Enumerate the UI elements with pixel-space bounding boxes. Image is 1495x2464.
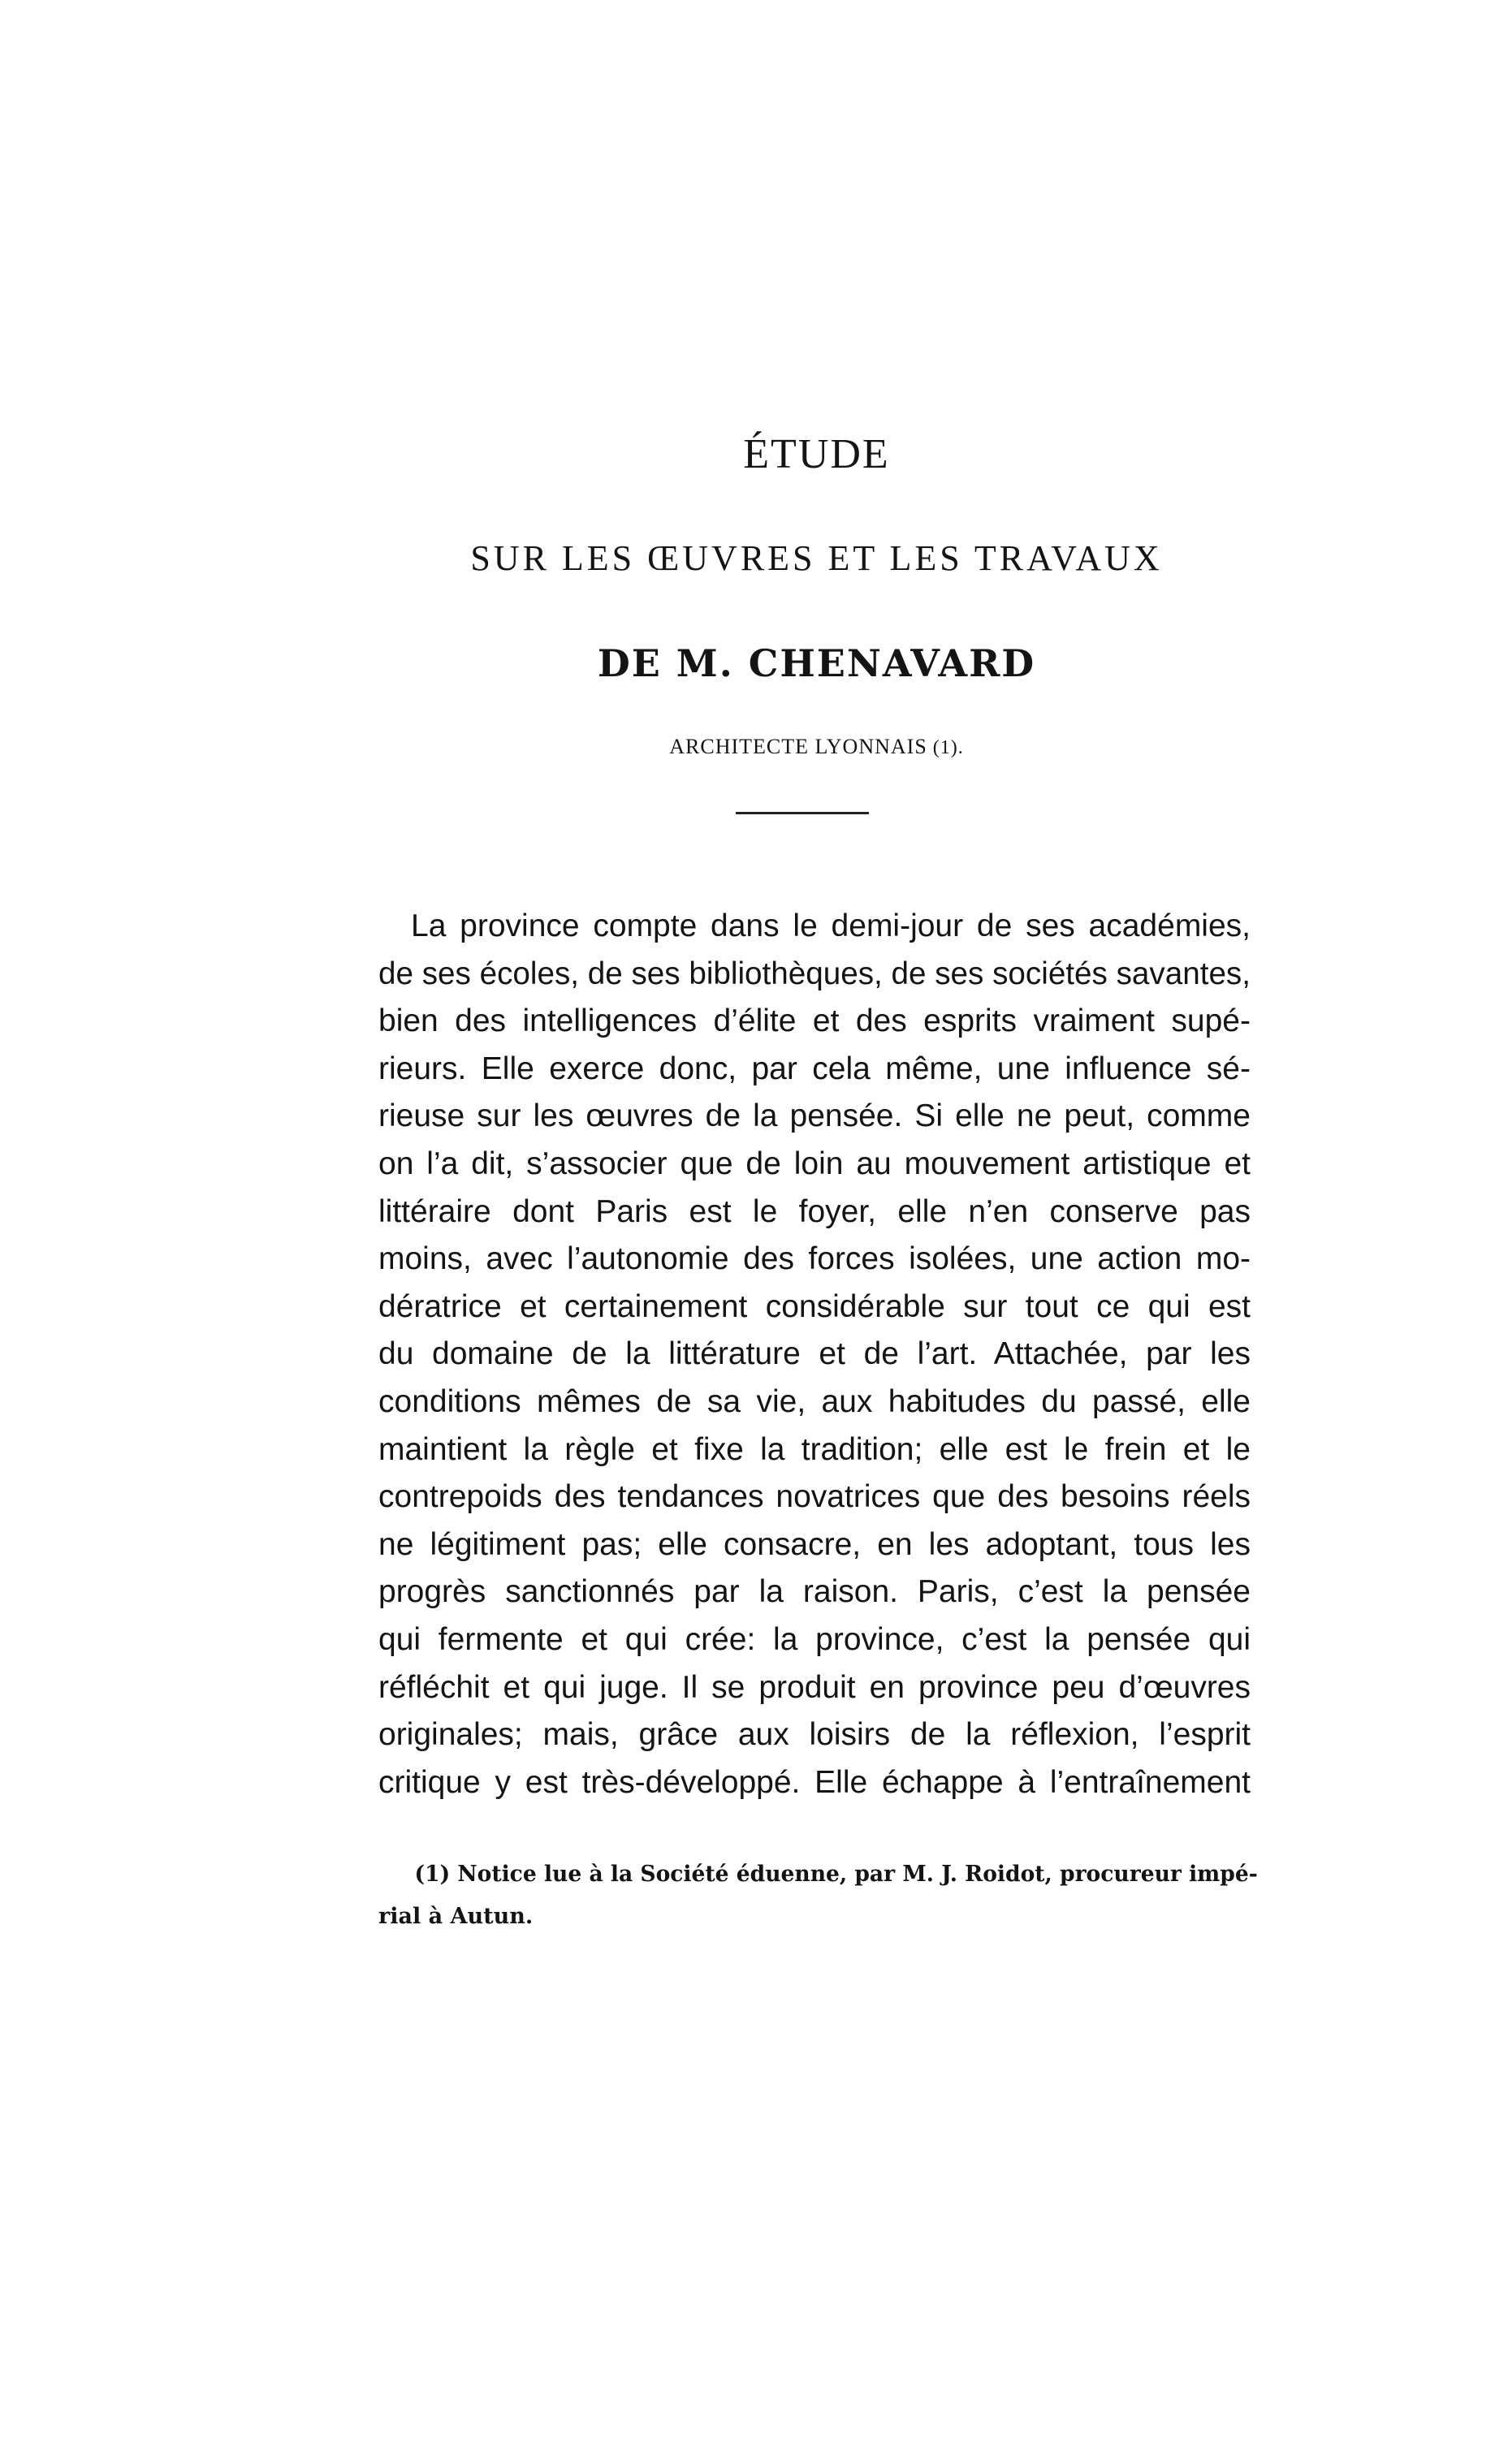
body-line: on l’a dit, s’associer que de loin au mouvement artistique et xyxy=(378,1146,1251,1181)
profession-label: ARCHITECTE LYONNAIS xyxy=(669,735,927,758)
body-line: contrepoids des tendances novatrices que des besoins réels xyxy=(378,1479,1251,1515)
body-line: du domaine de la littérature et de l’art. Attachée, par les xyxy=(378,1336,1251,1372)
body-line: originales; mais, grâce aux loisirs de la réflexion, l’esprit xyxy=(378,1717,1251,1753)
body-line: rieurs. Elle exerce donc, par cela même, une influence sé- xyxy=(378,1051,1251,1086)
body-line: rieuse sur les œuvres de la pensée. Si elle ne peut, comme xyxy=(378,1098,1251,1134)
body-line: ne légitiment pas; elle consacre, en les adoptant, tous les xyxy=(378,1526,1251,1562)
body-line: dératrice et certainement considérable sur tout ce qui est xyxy=(378,1288,1251,1324)
subject-name: DE M. CHENAVARD xyxy=(597,641,1036,685)
body-line: critique y est très-développé. Elle échappe à l’entraînement xyxy=(378,1764,1251,1800)
footnote xyxy=(378,1853,1258,1938)
body-line: conditions mêmes de sa vie, aux habitudes du passé, elle xyxy=(378,1383,1251,1419)
footnote-line: (1) Notice lue à la Société éduenne, par M. J. Roidot, procureur impé- xyxy=(414,1862,1258,1887)
body-line: La province compte dans le demi-jour de ses académies, xyxy=(411,908,1251,943)
page-title: ÉTUDE xyxy=(743,431,890,477)
body-line: qui fermente et qui crée: la province, c’est la pensée qui xyxy=(378,1621,1251,1657)
body-paragraph xyxy=(378,903,1251,1806)
body-line: progrès sanctionnés par la raison. Paris, c’est la pensée xyxy=(378,1574,1251,1610)
footnote-reference: (1). xyxy=(932,737,964,758)
body-line: bien des intelligences d’élite et des esprits vraiment supé- xyxy=(378,1003,1251,1039)
page-subtitle: SUR LES ŒUVRES ET LES TRAVAUX xyxy=(470,538,1163,578)
title-divider-rule xyxy=(736,812,869,814)
body-line: réfléchit et qui juge. Il se produit en province peu d’œuvres xyxy=(378,1669,1251,1705)
body-line: littéraire dont Paris est le foyer, elle n’en conserve pas xyxy=(378,1193,1251,1229)
body-line: de ses écoles, de ses bibliothèques, de ses sociétés savantes, xyxy=(378,956,1251,991)
body-line: moins, avec l’autonomie des forces isolées, une action mo- xyxy=(378,1241,1251,1277)
subject-profession xyxy=(0,735,1495,759)
footnote-line: rial à Autun. xyxy=(378,1904,534,1929)
body-line: maintient la règle et fixe la tradition; elle est le frein et le xyxy=(378,1431,1251,1467)
